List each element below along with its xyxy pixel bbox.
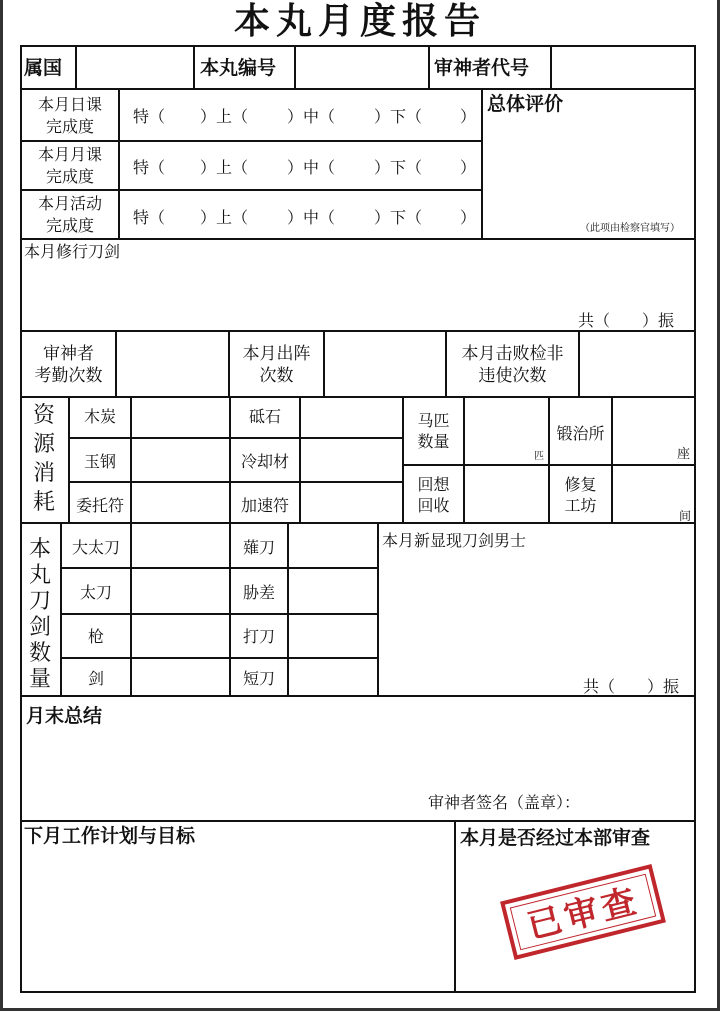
rule <box>193 45 195 89</box>
resources-label-char: 耗 <box>32 490 55 515</box>
rule <box>20 140 482 142</box>
forge-label: 锻治所 <box>556 424 605 443</box>
sorties-label-2: 次数 <box>259 366 294 386</box>
rule <box>323 330 325 397</box>
grade-low: ）下（ <box>374 208 423 227</box>
new-swords-count: 共（ ）振 <box>583 677 680 696</box>
rule <box>68 481 402 483</box>
attendance-label-1: 审神者 <box>43 344 94 364</box>
forge-unit: 座 <box>677 447 691 462</box>
grade-high: ）上（ <box>200 208 249 227</box>
grade-high: ）上（ <box>200 107 249 126</box>
daily-task-label-1: 本月日课 <box>37 95 102 114</box>
rule <box>294 45 296 89</box>
event-label-1: 本月活动 <box>37 194 102 213</box>
charcoal-label: 木炭 <box>83 407 116 426</box>
rule <box>60 657 378 659</box>
rule <box>20 820 696 822</box>
saniwa-code-label: 审神者代号 <box>434 57 530 79</box>
recall-label-2: 回收 <box>417 496 450 515</box>
resources-label-char: 资 <box>32 403 55 428</box>
horses-label-1: 马匹 <box>417 411 450 430</box>
swords-trained-count: 共（ ）振 <box>578 311 675 330</box>
defeated-label-2: 违使次数 <box>478 366 547 386</box>
form-frame <box>20 45 696 993</box>
grade-end: ） <box>460 107 477 126</box>
report-title: 本丸月度报告 <box>233 1 486 42</box>
resources-label-char: 消 <box>32 461 55 486</box>
rule <box>20 396 696 398</box>
event-label-2: 完成度 <box>45 216 94 235</box>
grade-mid: ）中（ <box>287 107 336 126</box>
naginata-label: 薙刀 <box>242 538 275 557</box>
defeated-label-1: 本月击败检非 <box>461 344 564 364</box>
repair-unit: 间 <box>679 509 692 523</box>
sword-count-label-char: 量 <box>28 667 51 692</box>
steel-label: 玉钢 <box>83 452 116 471</box>
sword-count-label-char: 丸 <box>28 563 51 588</box>
rule <box>463 396 465 523</box>
sorties-label-1: 本月出阵 <box>242 344 311 364</box>
repair-label-2: 工坊 <box>564 496 597 515</box>
sword-count-label-char: 本 <box>28 537 51 562</box>
rule <box>377 522 379 696</box>
rule <box>20 88 696 90</box>
overall-evaluation-label: 总体评价 <box>487 93 564 115</box>
rule <box>578 330 580 397</box>
tsurugi-label: 剑 <box>87 669 104 688</box>
grade-low: ）下（ <box>374 107 423 126</box>
rule <box>20 238 696 240</box>
next-month-plan-label: 下月工作计划与目标 <box>24 825 196 847</box>
rule <box>20 189 482 191</box>
grade-mid: ）中（ <box>287 158 336 177</box>
wakizashi-label: 胁差 <box>242 583 275 602</box>
affiliation-label: 属国 <box>24 57 63 79</box>
new-swords-label: 本月新显现刀剑男士 <box>382 531 527 550</box>
grade-end: ） <box>460 208 477 227</box>
attendance-label-2: 考勤次数 <box>34 366 103 386</box>
rule <box>481 88 483 239</box>
rule <box>299 396 301 523</box>
saniwa-signature-label: 审神者签名（盖章）： <box>428 793 581 812</box>
grade-special: 特（ <box>133 208 166 227</box>
sword-count-label-char: 数 <box>28 641 51 666</box>
rule <box>428 45 430 89</box>
whetstone-label: 砥石 <box>248 407 281 426</box>
rule <box>130 522 132 696</box>
monthly-task-label-2: 完成度 <box>45 167 94 186</box>
page-edge-left <box>0 0 3 1011</box>
monthly-task-label-1: 本月月课 <box>37 145 102 164</box>
rule <box>115 330 117 397</box>
overall-evaluation-note: （此项由检察官填写） <box>580 223 680 234</box>
rule <box>60 567 378 569</box>
tanto-label: 短刀 <box>242 669 275 688</box>
rule <box>287 522 289 696</box>
request-token-label: 委托符 <box>75 496 124 515</box>
sword-count-label-char: 刀 <box>28 589 51 614</box>
rule <box>20 522 696 524</box>
grade-high: ）上（ <box>200 158 249 177</box>
grade-special: 特（ <box>133 158 166 177</box>
resources-label-char: 源 <box>32 432 55 457</box>
recall-label-1: 回想 <box>417 475 450 494</box>
swords-trained-label: 本月修行刀剑 <box>24 242 121 261</box>
monthly-summary-label: 月末总结 <box>26 705 103 727</box>
stamp-text: 已审查 <box>523 880 644 948</box>
rule <box>75 45 77 89</box>
horses-label-2: 数量 <box>417 432 450 451</box>
rule <box>130 396 132 523</box>
sword-count-label-char: 剑 <box>28 615 51 640</box>
horses-unit: 匹 <box>534 451 544 462</box>
rule <box>118 88 120 239</box>
yari-label: 枪 <box>87 627 104 646</box>
rule <box>550 45 552 89</box>
daily-task-label-2: 完成度 <box>45 117 94 136</box>
uchigatana-label: 打刀 <box>242 627 275 646</box>
grade-mid: ）中（ <box>287 208 336 227</box>
headquarters-review-label: 本月是否经过本部审查 <box>460 827 651 849</box>
tachi-label: 太刀 <box>79 583 112 602</box>
rule <box>60 613 378 615</box>
coolant-label: 冷却材 <box>240 452 289 471</box>
grade-special: 特（ <box>133 107 166 126</box>
help-token-label: 加速符 <box>240 496 289 515</box>
citadel-id-label: 本丸编号 <box>200 57 277 79</box>
grade-low: ）下（ <box>374 158 423 177</box>
repair-label-1: 修复 <box>564 475 597 494</box>
odachi-label: 大太刀 <box>71 538 120 557</box>
rule <box>611 396 613 523</box>
rule <box>68 437 402 439</box>
grade-end: ） <box>460 158 477 177</box>
rule <box>454 820 456 993</box>
